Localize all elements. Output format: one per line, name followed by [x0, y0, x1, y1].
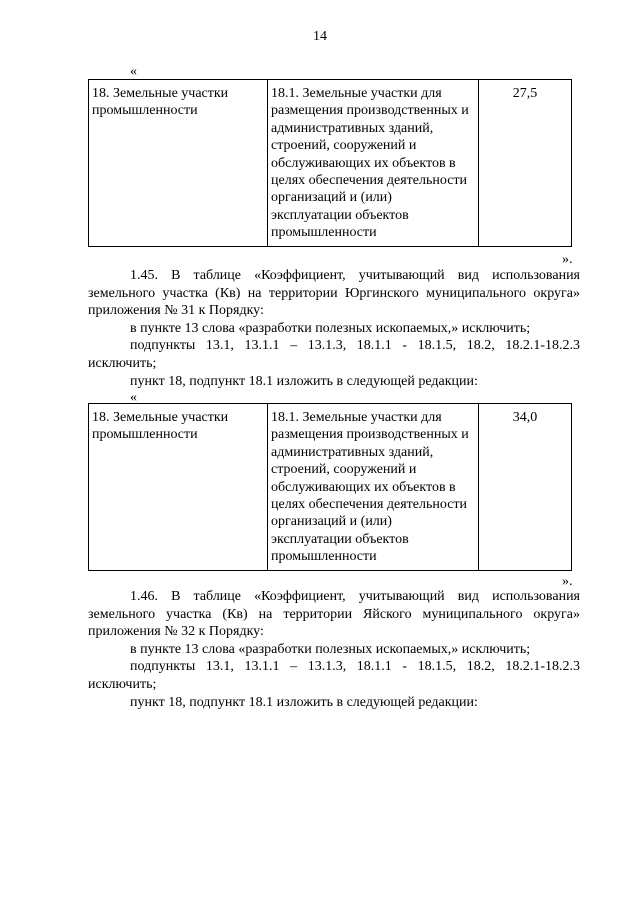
land-subcategory-cell: 18.1. Земельные участки для размещения производственных и административных зданий, строений, сооружений и обслуживающих их объектов в целях обеспечения деятельности организаций и (или) эксплуатации объектов промышленности: [268, 404, 479, 571]
table-row: [89, 404, 572, 571]
section-1-46-item-3: пункт 18, подпункт 18.1 изложить в следующей редакции:: [130, 695, 478, 710]
section-1-45-item-3: пункт 18, подпункт 18.1 изложить в следующей редакции:: [130, 374, 478, 389]
closing-quote: ».: [562, 252, 573, 267]
section-1-45-intro: 1.45. В таблице «Коэффициент, учитывающий вид использования земельного участка (Кв) на территории Юргинского муниципального округа» приложения № 31 к Порядку:: [88, 268, 580, 319]
section-1-46-item-1: в пункте 13 слова «разработки полезных ископаемых,» исключить;: [130, 642, 531, 657]
opening-quote: «: [130, 64, 137, 79]
coefficient-cell: 34,0: [479, 404, 572, 571]
section-1-45-item-1: в пункте 13 слова «разработки полезных ископаемых,» исключить;: [130, 321, 531, 336]
page-number: 14: [313, 29, 327, 44]
land-category-cell: 18. Земельные участки промышленности: [89, 80, 268, 247]
opening-quote: «: [130, 390, 137, 405]
closing-quote: ».: [562, 574, 573, 589]
coefficient-table-1: [88, 79, 572, 247]
table-row: [89, 80, 572, 247]
section-1-46-intro: 1.46. В таблице «Коэффициент, учитывающий вид использования земельного участка (Кв) на территории Яйского муниципального округа» приложения № 32 к Порядку:: [88, 589, 580, 640]
section-1-45-item-2: подпункты 13.1, 13.1.1 – 13.1.3, 18.1.1 - 18.1.5, 18.2, 18.2.1-18.2.3 исключить;: [88, 338, 580, 371]
coefficient-table-2: [88, 403, 572, 571]
land-subcategory-cell: 18.1. Земельные участки для размещения производственных и административных зданий, строений, сооружений и обслуживающих их объектов в целях обеспечения деятельности организаций и (или) эксплуатации объектов промышленности: [268, 80, 479, 247]
section-1-46-item-2: подпункты 13.1, 13.1.1 – 13.1.3, 18.1.1 - 18.1.5, 18.2, 18.2.1-18.2.3 исключить;: [88, 659, 580, 692]
coefficient-cell: 27,5: [479, 80, 572, 247]
land-category-cell: 18. Земельные участки промышленности: [89, 404, 268, 571]
